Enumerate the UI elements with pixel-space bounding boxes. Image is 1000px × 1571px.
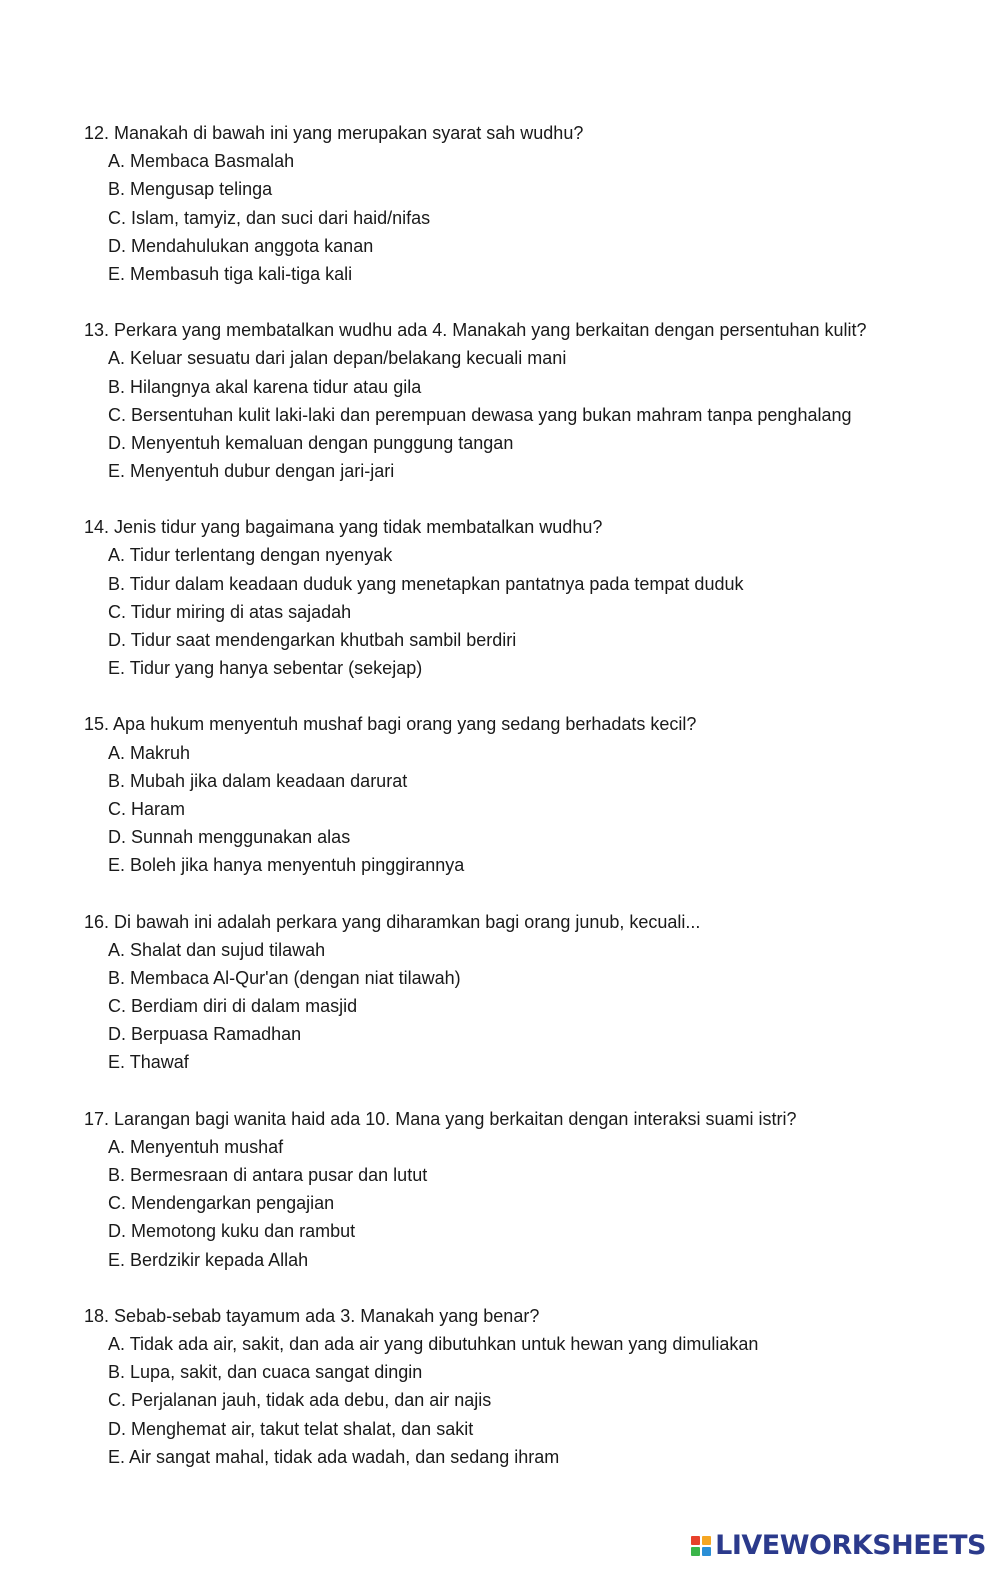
- option-letter: C.: [108, 996, 126, 1017]
- question-prompt: Sebab-sebab tayamum ada 3. Manakah yang benar?: [114, 1305, 540, 1326]
- option-text: Berdzikir kepada Allah: [130, 1249, 309, 1270]
- question-text: [84, 119, 984, 147]
- option-text: Berpuasa Ramadhan: [131, 1024, 302, 1045]
- answer-option-b[interactable]: [84, 570, 984, 598]
- option-letter: E.: [108, 1052, 126, 1073]
- option-letter: A.: [108, 1333, 126, 1354]
- liveworksheets-logo: [691, 1530, 986, 1561]
- option-letter: A.: [108, 939, 126, 960]
- question-number: 12.: [84, 123, 110, 143]
- answer-option-a[interactable]: [84, 541, 984, 569]
- option-text: Air sangat mahal, tidak ada wadah, dan sedang ihram: [129, 1446, 560, 1467]
- option-text: Menghemat air, takut telat shalat, dan sakit: [131, 1418, 474, 1439]
- option-text: Mengusap telinga: [130, 179, 273, 200]
- option-text: Tidur miring di atas sajadah: [130, 601, 352, 622]
- question-prompt: Perkara yang membatalkan wudhu ada 4. Manakah yang berkaitan dengan persentuhan kulit?: [114, 320, 867, 341]
- option-letter: B.: [108, 770, 126, 791]
- option-letter: B.: [108, 376, 126, 397]
- answer-option-e[interactable]: [84, 851, 984, 879]
- question-text: [84, 513, 984, 541]
- question-prompt: Manakah di bawah ini yang merupakan syarat sah wudhu?: [114, 123, 584, 143]
- option-letter: C.: [108, 207, 126, 228]
- question-15: [84, 710, 984, 879]
- logo-square-4: [702, 1547, 711, 1556]
- question-number: 17.: [84, 1108, 110, 1129]
- answer-option-d[interactable]: [84, 1217, 984, 1245]
- liveworksheets-logo-icon: [691, 1536, 711, 1556]
- option-text: Mubah jika dalam keadaan darurat: [130, 770, 408, 791]
- answer-option-d[interactable]: [84, 429, 984, 457]
- option-text: Membasuh tiga kali-tiga kali: [130, 263, 353, 284]
- question-number: 18.: [84, 1305, 110, 1326]
- question-prompt: Di bawah ini adalah perkara yang diharamkan bagi orang junub, kecuali...: [114, 911, 701, 932]
- option-text: Lupa, sakit, dan cuaca sangat dingin: [130, 1362, 423, 1383]
- option-letter: D.: [108, 1418, 126, 1439]
- option-letter: A.: [108, 545, 126, 566]
- option-text: Sunnah menggunakan alas: [131, 827, 351, 848]
- option-letter: C.: [108, 1193, 126, 1214]
- answer-option-e[interactable]: [84, 1048, 984, 1076]
- option-letter: D.: [108, 827, 126, 848]
- question-number: 15.: [84, 714, 110, 735]
- option-letter: D.: [108, 1024, 126, 1045]
- answer-option-a[interactable]: [84, 344, 984, 372]
- option-text: Membaca Al-Qur'an (dengan niat tilawah): [130, 967, 461, 988]
- option-text: Tidur terlentang dengan nyenyak: [129, 545, 393, 566]
- answer-option-b[interactable]: [84, 1161, 984, 1189]
- option-letter: B.: [108, 1165, 126, 1185]
- answer-option-e[interactable]: [84, 457, 984, 485]
- option-letter: C.: [108, 798, 126, 819]
- question-prompt: Larangan bagi wanita haid ada 10. Mana yang berkaitan dengan interaksi suami istri?: [114, 1108, 797, 1129]
- option-text: Tidak ada air, sakit, dan ada air yang dibutuhkan untuk hewan yang dimuliakan: [129, 1333, 759, 1354]
- answer-option-e[interactable]: [84, 1246, 984, 1274]
- answer-option-d[interactable]: [84, 1415, 984, 1443]
- logo-square-2: [702, 1536, 711, 1545]
- question-number: 16.: [84, 911, 110, 932]
- option-letter: D.: [108, 432, 126, 453]
- question-text: [84, 1302, 984, 1330]
- question-prompt: Jenis tidur yang bagaimana yang tidak membatalkan wudhu?: [114, 517, 603, 538]
- option-letter: E.: [108, 263, 126, 284]
- option-letter: C.: [108, 1390, 126, 1411]
- option-letter: D.: [108, 630, 126, 650]
- option-letter: A.: [108, 1136, 126, 1157]
- option-text: Menyentuh kemaluan dengan punggung tangan: [131, 432, 514, 453]
- answer-option-c[interactable]: [84, 992, 984, 1020]
- question-16: [84, 908, 984, 1077]
- answer-option-b[interactable]: [84, 373, 984, 401]
- question-text: [84, 1105, 984, 1133]
- answer-option-e[interactable]: [84, 654, 984, 682]
- option-letter: A.: [108, 151, 126, 172]
- option-letter: C.: [108, 404, 126, 425]
- answer-option-a[interactable]: [84, 936, 984, 964]
- question-18: [84, 1302, 984, 1471]
- answer-option-c[interactable]: [84, 1189, 984, 1217]
- option-letter: E.: [108, 658, 126, 679]
- answer-option-c[interactable]: [84, 598, 984, 626]
- option-text: Menyentuh mushaf: [130, 1136, 284, 1157]
- answer-option-c[interactable]: [84, 795, 984, 823]
- option-text: Membaca Basmalah: [130, 151, 295, 172]
- option-text: Tidur dalam keadaan duduk yang menetapkan pantatnya pada tempat duduk: [129, 573, 744, 594]
- answer-option-b[interactable]: [84, 767, 984, 795]
- option-letter: B.: [108, 179, 126, 200]
- option-text: Hilangnya akal karena tidur atau gila: [130, 376, 422, 397]
- answer-option-c[interactable]: [84, 401, 984, 429]
- option-text: Makruh: [130, 742, 191, 763]
- question-number: 13.: [84, 320, 110, 341]
- answer-option-a[interactable]: [84, 147, 984, 175]
- option-text: Shalat dan sujud tilawah: [130, 939, 326, 960]
- logo-square-1: [691, 1536, 700, 1545]
- question-text: [84, 316, 984, 344]
- option-text: Boleh jika hanya menyentuh pinggirannya: [130, 855, 465, 876]
- option-letter: E.: [108, 855, 126, 876]
- option-letter: B.: [108, 967, 126, 988]
- option-letter: B.: [108, 573, 126, 594]
- logo-square-3: [691, 1547, 700, 1556]
- option-text: Memotong kuku dan rambut: [131, 1221, 356, 1242]
- answer-option-a[interactable]: [84, 1133, 984, 1161]
- answer-option-a[interactable]: [84, 739, 984, 767]
- answer-option-e[interactable]: [84, 1443, 984, 1471]
- option-text: Bersentuhan kulit laki-laki dan perempuan dewasa yang bukan mahram tanpa penghalang: [131, 404, 852, 425]
- question-text: [84, 710, 984, 738]
- option-text: Haram: [131, 798, 186, 819]
- option-letter: A.: [108, 742, 126, 763]
- answer-option-b[interactable]: [84, 1358, 984, 1386]
- option-text: Islam, tamyiz, dan suci dari haid/nifas: [131, 207, 431, 228]
- option-text: Mendengarkan pengajian: [131, 1193, 335, 1214]
- option-letter: D.: [108, 235, 126, 256]
- option-text: Bermesraan di antara pusar dan lutut: [130, 1165, 428, 1185]
- answer-option-b[interactable]: [84, 175, 984, 203]
- question-14: [84, 513, 984, 682]
- option-letter: E.: [108, 461, 126, 482]
- option-text: Berdiam diri di dalam masjid: [131, 996, 358, 1017]
- option-letter: B.: [108, 1362, 126, 1383]
- question-12: [84, 119, 984, 288]
- option-text: Tidur yang hanya sebentar (sekejap): [129, 658, 423, 679]
- answer-option-e[interactable]: [84, 260, 984, 288]
- question-text: [84, 908, 984, 936]
- option-text: Keluar sesuatu dari jalan depan/belakang kecuali mani: [130, 348, 567, 369]
- answer-option-d[interactable]: [84, 1020, 984, 1048]
- question-prompt: Apa hukum menyentuh mushaf bagi orang yang sedang berhadats kecil?: [113, 714, 697, 735]
- option-text: Menyentuh dubur dengan jari-jari: [130, 461, 395, 482]
- answer-option-d[interactable]: [84, 232, 984, 260]
- logo-text: LIVEWORKSHEETS: [715, 1530, 986, 1561]
- option-text: Perjalanan jauh, tidak ada debu, dan air najis: [131, 1390, 492, 1411]
- answer-option-c[interactable]: [84, 1386, 984, 1414]
- option-letter: E.: [108, 1249, 126, 1270]
- option-letter: C.: [108, 601, 126, 622]
- option-text: Thawaf: [129, 1052, 189, 1073]
- option-letter: D.: [108, 1221, 126, 1242]
- question-number: 14.: [84, 517, 110, 538]
- question-17: [84, 1105, 984, 1274]
- question-13: [84, 316, 984, 485]
- option-text: Tidur saat mendengarkan khutbah sambil berdiri: [130, 630, 517, 650]
- answer-option-b[interactable]: [84, 964, 984, 992]
- option-text: Mendahulukan anggota kanan: [131, 235, 374, 256]
- option-letter: A.: [108, 348, 126, 369]
- answer-option-c[interactable]: [84, 204, 984, 232]
- quiz-questions: [84, 119, 984, 1499]
- answer-option-a[interactable]: [84, 1330, 984, 1358]
- answer-option-d[interactable]: [84, 823, 984, 851]
- option-letter: E.: [108, 1446, 126, 1467]
- answer-option-d[interactable]: [84, 626, 984, 654]
